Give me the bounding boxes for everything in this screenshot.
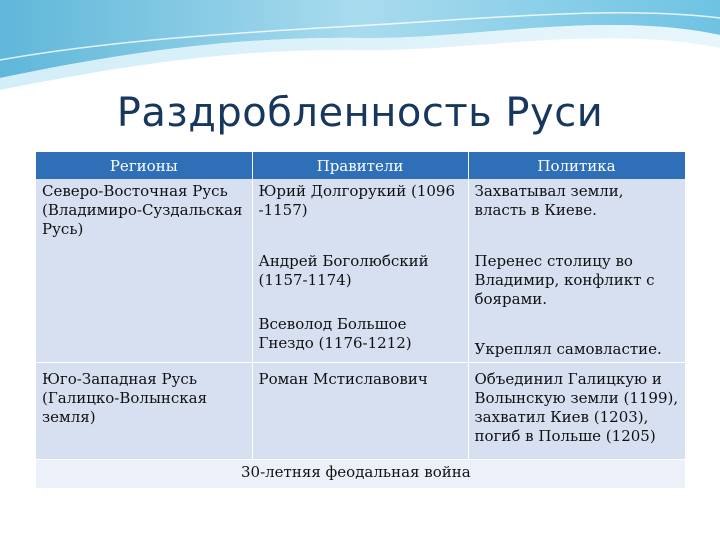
table-row — [36, 363, 685, 460]
region-cell: Северо-Восточная Русь (Владимиро-Суздальская Русь) — [36, 179, 252, 363]
table-footer-row — [36, 460, 685, 489]
region-cell: Юго-Западная Русь (Галицко-Волынская земля) — [36, 363, 252, 460]
ruler-cell: Андрей Боголюбский (1157-1174) — [252, 249, 468, 312]
table-row — [36, 179, 685, 249]
page-title: Раздробленность Руси — [116, 90, 604, 136]
header-policy: Политика — [468, 152, 685, 179]
table-header-row — [36, 152, 685, 179]
ruler-cell: Юрий Долгорукий (1096 -1157) — [252, 179, 468, 249]
policy-cell: Укреплял самовластие. — [468, 312, 685, 363]
header-rulers: Правители — [252, 152, 468, 179]
policy-cell: Объединил Галицкую и Волынскую земли (1199), захватил Киев (1203), погиб в Польше (1205) — [468, 363, 685, 460]
ruler-cell: Всеволод Большое Гнездо (1176-1212) — [252, 312, 468, 363]
policy-cell: Захватывал земли, власть в Киеве. — [468, 179, 685, 249]
header-regions: Регионы — [36, 152, 252, 179]
regions-table — [36, 152, 686, 488]
ruler-cell: Роман Мстиславович — [252, 363, 468, 460]
decorative-wave-banner — [0, 0, 720, 95]
footer-cell: 30-летняя феодальная война — [36, 460, 685, 489]
policy-cell: Перенес столицу во Владимир, конфликт с боярами. — [468, 249, 685, 312]
